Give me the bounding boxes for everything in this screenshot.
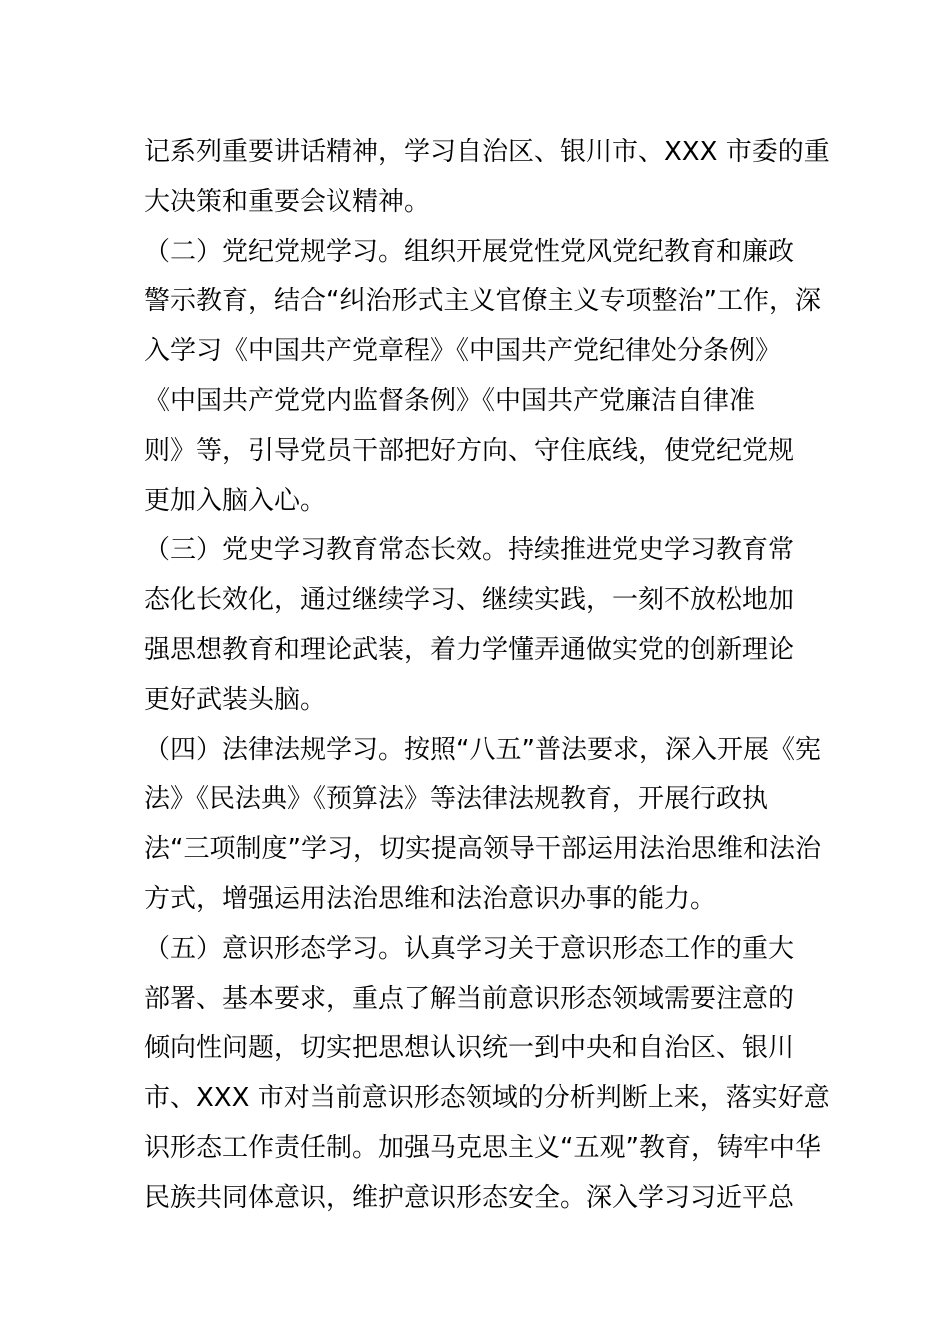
text-line: 部署、基本要求，重点了解当前意识形态领域需要注意的 xyxy=(144,983,795,1014)
text-line: 法“三项制度”学习，切实提高领导干部运用法治思维和法治 xyxy=(144,834,821,865)
text-line: （五）意识形态学习。认真学习关于意识形态工作的重大 xyxy=(144,933,795,964)
text-line: 记系列重要讲话精神，学习自治区、银川市、XXX 市委的重 xyxy=(144,137,830,167)
text-line: 更好武装头脑。 xyxy=(144,684,327,715)
text-line: 警示教育，结合“纠治形式主义官僚主义专项整治”工作，深 xyxy=(144,286,821,317)
text-line: 市、XXX 市对当前意识形态领域的分析判断上来，落实好意 xyxy=(144,1083,830,1114)
text-line: 法》《民法典》《预算法》等法律法规教育，开展行政执 xyxy=(144,784,769,815)
text-line: 《中国共产党党内监督条例》《中国共产党廉洁自律准 xyxy=(144,385,756,416)
text-line: 更加入脑入心。 xyxy=(144,485,327,516)
body-text xyxy=(144,128,830,1224)
text-line: （二）党纪党规学习。组织开展党性党风党纪教育和廉政 xyxy=(144,236,795,267)
text-line: 强思想教育和理论武装，着力学懂弄通做实党的创新理论 xyxy=(144,634,795,665)
text-line: 入学习《中国共产党章程》《中国共产党纪律处分条例》 xyxy=(144,336,782,367)
text-line: （三）党史学习教育常态长效。持续推进党史学习教育常 xyxy=(144,535,795,566)
text-line: 则》等，引导党员干部把好方向、守住底线，使党纪党规 xyxy=(144,435,795,466)
text-line: 倾向性问题，切实把思想认识统一到中央和自治区、银川 xyxy=(144,1033,795,1064)
text-line: 民族共同体意识，维护意识形态安全。深入学习习近平总 xyxy=(144,1182,795,1213)
text-line: 态化长效化，通过继续学习、继续实践，一刻不放松地加 xyxy=(144,585,795,616)
text-line: （四）法律法规学习。按照“八五”普法要求，深入开展《宪 xyxy=(144,734,821,765)
text-line: 方式，增强运用法治思维和法治意识办事的能力。 xyxy=(144,883,717,914)
text-line: 识形态工作责任制。加强马克思主义“五观”教育，铸牢中华 xyxy=(144,1132,821,1163)
text-line: 大决策和重要会议精神。 xyxy=(144,186,431,217)
